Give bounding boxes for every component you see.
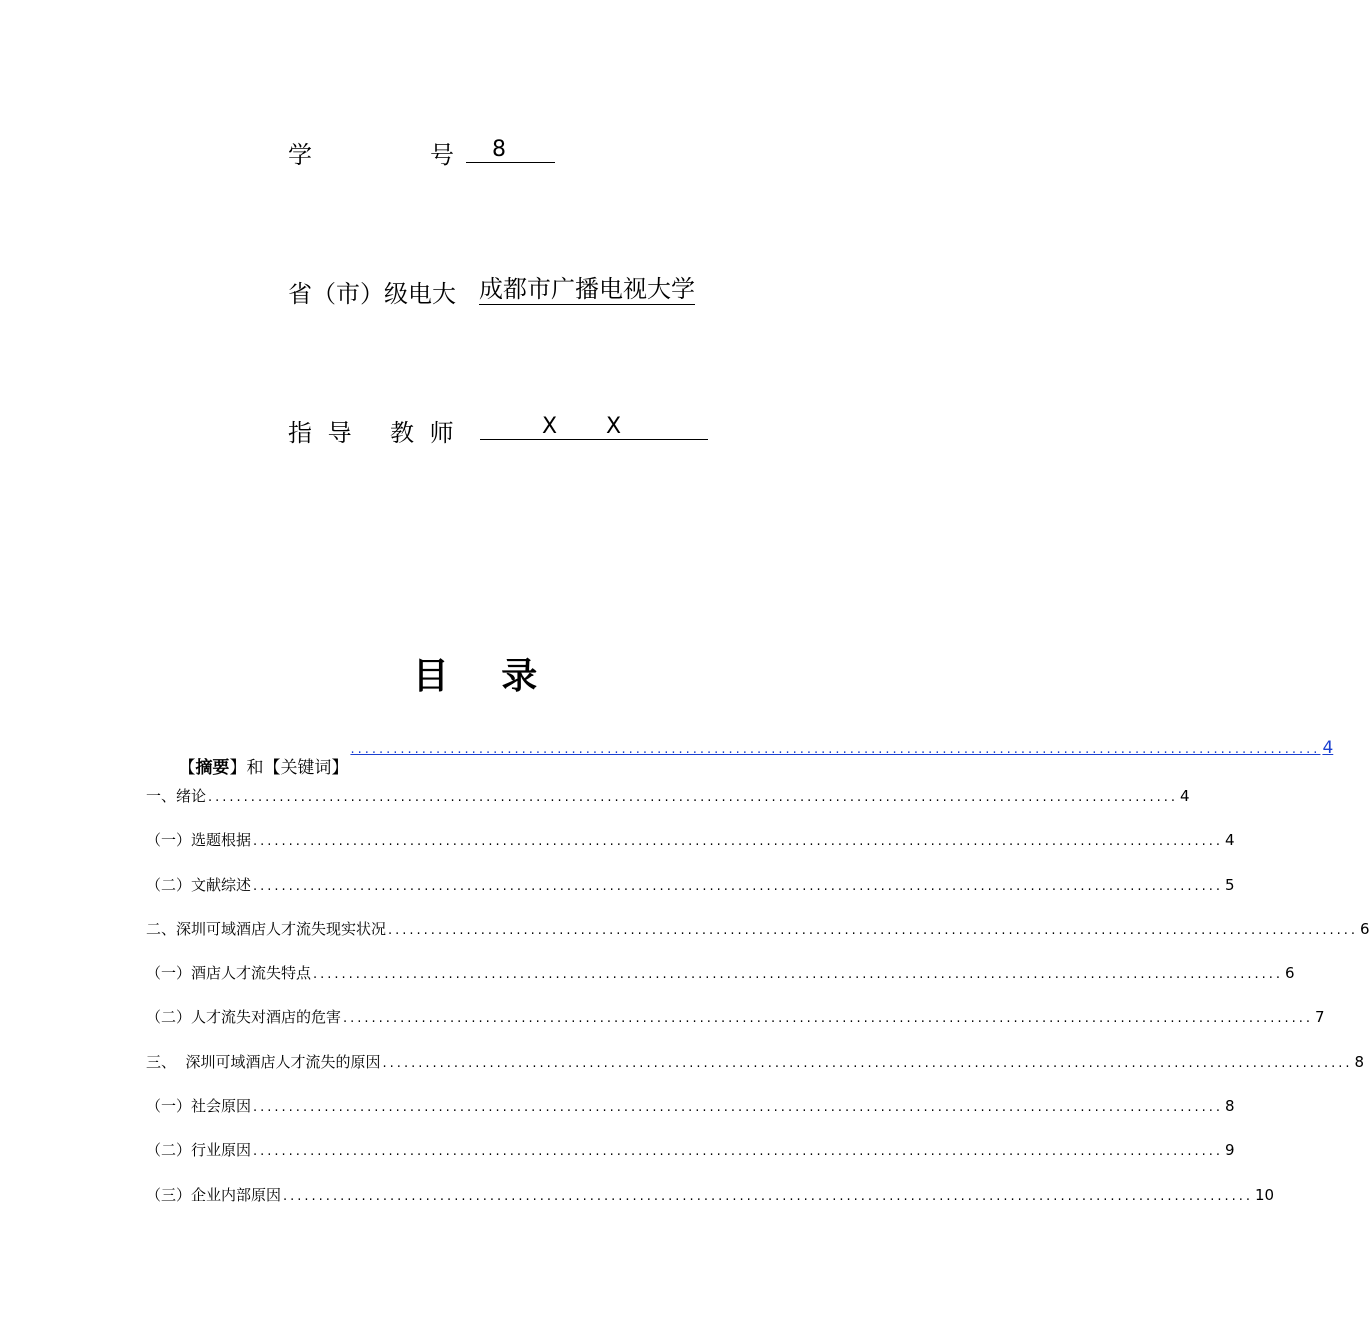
toc-dot-leader: ........................................................................................................................................	[350, 742, 1321, 757]
toc-page-number: 6	[1360, 919, 1370, 938]
student-id-fill-line	[466, 134, 555, 163]
toc-entry[interactable]	[146, 1185, 1275, 1229]
toc-entry-text: （二）行业原因	[146, 1141, 252, 1160]
advisor-fill-line	[480, 411, 708, 440]
toc-entry[interactable]	[146, 1052, 1365, 1096]
advisor-label-1: 指 导	[288, 419, 356, 447]
toc-entry-text: 二、深圳可域酒店人才流失现实状况	[146, 919, 387, 938]
toc-entry-text: （二）人才流失对酒店的危害	[146, 1008, 342, 1027]
toc-page-number: 7	[1315, 1008, 1325, 1027]
toc-keywords-label: 关键词	[280, 758, 332, 778]
toc-entry[interactable]	[146, 963, 1295, 1007]
toc-page-number: 10	[1255, 1185, 1275, 1204]
toc-dot-leader: ........................................................................................................................................	[313, 967, 1284, 983]
advisor-value-2: X	[606, 414, 622, 439]
student-id-label-1: 学	[288, 141, 312, 169]
toc-entry[interactable]	[146, 786, 1190, 830]
toc-title: 目 录	[412, 656, 558, 697]
university-row	[288, 274, 456, 309]
toc-entry-abstract[interactable]	[146, 738, 1334, 786]
toc-dot-leader: ........................................................................................................................................	[382, 1055, 1353, 1071]
toc-entry[interactable]	[146, 830, 1235, 874]
toc-entry-text: 一、绪论	[146, 787, 207, 805]
toc-dot-leader: ........................................................................................................................................	[208, 790, 1179, 805]
toc-dot-leader: ........................................................................................................................................	[253, 878, 1224, 894]
toc-page-number: 8	[1354, 1052, 1365, 1071]
toc-page-number: 9	[1225, 1141, 1235, 1160]
toc-entry-text: （一）酒店人才流失特点	[146, 964, 312, 983]
toc-dot-leader: ........................................................................................................................................	[388, 922, 1359, 938]
advisor-row	[288, 413, 356, 448]
advisor-label-row	[390, 413, 458, 448]
student-id-label-row	[430, 135, 454, 170]
toc-page-number: 4	[1180, 787, 1190, 805]
toc-entry[interactable]	[146, 875, 1235, 919]
toc-dot-leader: ........................................................................................................................................	[253, 1100, 1224, 1116]
toc-entry-text: （一）选题根据	[146, 831, 252, 850]
toc-page-number: 8	[1225, 1097, 1235, 1116]
toc-dot-leader: ........................................................................................................................................	[253, 834, 1224, 850]
toc-dot-leader: ........................................................................................................................................	[283, 1188, 1254, 1204]
advisor-value-1: X	[542, 414, 558, 439]
advisor-label-2: 教 师	[390, 419, 458, 447]
toc-and: 和	[246, 758, 264, 778]
toc-bracket-open-1: 【	[178, 758, 196, 778]
university-value-row	[479, 274, 695, 305]
toc-entry[interactable]	[146, 1007, 1325, 1051]
university-label: 省（市）级电大	[288, 280, 456, 308]
toc-page-number: 4	[1225, 831, 1235, 850]
university-value: 成都市广播电视大学	[479, 275, 695, 303]
toc-entry[interactable]	[146, 1096, 1235, 1140]
toc-dot-leader: ........................................................................................................................................	[343, 1011, 1314, 1027]
toc-dot-leader: ........................................................................................................................................	[253, 1144, 1224, 1160]
toc-entry-text: （二）文献综述	[146, 875, 252, 894]
toc-entry-text: （三）企业内部原因	[146, 1185, 282, 1204]
student-id-label-2: 号	[430, 141, 454, 169]
toc-entry[interactable]	[146, 1140, 1235, 1184]
toc-page-number: 5	[1225, 875, 1235, 894]
toc-page-number: 4	[1322, 738, 1334, 758]
toc-entry[interactable]	[146, 919, 1370, 963]
toc-bracket-close-2: 】	[331, 758, 349, 778]
toc-list	[146, 738, 1370, 1229]
toc-bracket-open-2: 【	[263, 758, 281, 778]
toc-entry-text: 三、 深圳可域酒店人才流失的原因	[146, 1052, 381, 1071]
toc-entry-text: （一）社会原因	[146, 1097, 252, 1116]
toc-page-number: 6	[1285, 964, 1295, 983]
toc-bracket-close-1: 】	[229, 758, 247, 778]
toc-abstract-label: 摘要	[195, 758, 230, 778]
student-id-row	[288, 135, 312, 170]
student-id-value: 8	[492, 137, 506, 162]
